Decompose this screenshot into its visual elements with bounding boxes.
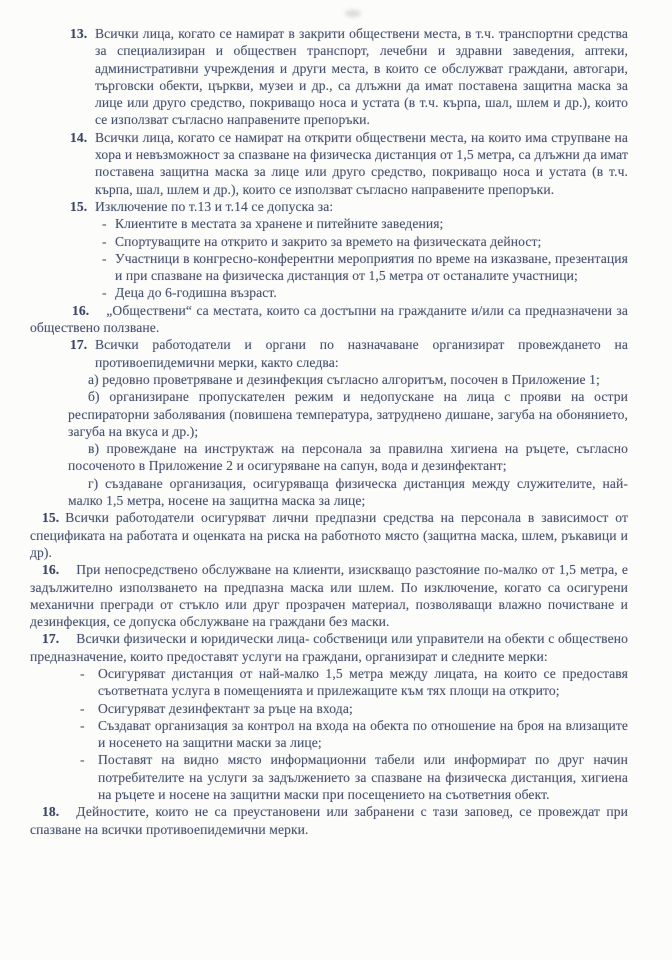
list-item-15b [30,509,628,561]
bullet-dash: - [102,233,107,249]
bullet-text: Осигуряват дистанция от най-малко 1,5 метра между лицата, на които се предоставя съответната услуга в помещенията и прилежащите към тях площи на открито; [98,665,628,699]
item-number: 13. [70,26,88,41]
list-item-17b-bullet [30,665,628,700]
item-number: 14. [70,129,88,145]
scan-artifact [345,10,361,17]
list-item-14 [30,129,628,198]
item-text: Всички физически и юридически лица- собственици или управители на обекти с обществено предназначение, които предоставят услуги на граждани, организират и следните мерки: [30,631,628,664]
item-text: Изключение по т.13 и т.14 се допуска за: [95,198,334,214]
item-text: Всички лица, когато се намират на открити обществени места, на които има струпване на хора и невъзможност за спазване на физическа дистанция от 1,5 метра, са длъжни да имат поставена защитна маска за лице или друго средство, покриващо носа и устата (в т.ч. кърпа, шал, шлем и др.), които се използват съгласно направените препоръки. [95,129,628,197]
list-item-15a-bullet [30,250,628,285]
list-item-15a-bullet [30,233,628,250]
list-item-16b [30,561,628,630]
bullet-dash: - [102,250,107,266]
bullet-dash: - [102,216,107,232]
item-number: 18. [42,804,60,820]
item-text: При непосредствено обслужване на клиенти, изискващо разстояние по-малко от 1,5 метра, е задължително използването на предпазна маска или шлем. По изключение, когато са осигурени механични прегради от стъкло или друг прозрачен материал, позволяващи влажно почистване и дезинфекция, се допуска обслужване на граждани без маски. [30,562,628,630]
bullet-dash: - [102,285,107,301]
list-item-17a [30,336,628,371]
list-item-17b-bullet [30,717,628,752]
item-text: Всички лица, когато се намират в закрити обществени места, в т.ч. транспортни средства за специализиран и обществен транспорт, лечебни и здравни заведения, аптеки, административни учреждения и други места, в които се обслужват граждани, автогари, търговски обекти, църкви, музеи и др., са длъжни да имат поставена защитна маска за лице или друго средство, покриващо носа и устата (в т.ч. кърпа, шал, шлем и др.), които се използват съгласно направените препоръки. [95,26,628,128]
item-number: 16. [42,562,60,578]
item-number: 15. [70,198,88,214]
list-item-13 [30,25,628,129]
bullet-dash: - [80,717,85,733]
bullet-text: Клиентите в местата за хранене и питейните заведения; [115,216,444,232]
list-item-17b [30,630,628,665]
list-item-17a-sub-a: а) редовно проветряване и дезинфекция съгласно алгоритъм, посочен в Приложение 1; [88,371,600,387]
list-item-17a-sub-v: в) провеждане на инструктаж на персонала за правилна хигиена на ръцете, съгласно посоченото в Приложение 2 и осигуряване на сапун, вода и дезинфектант; [68,441,628,474]
bullet-text: Осигуряват дезинфектант за ръце на входа; [98,700,353,716]
list-item-17a-sub-g: г) създаване организация, осигуряваща физическа дистанция между служителите, най-малко 1,5 метра, носене на защитна маска за лице; [68,475,628,509]
list-item-17b-bullet [30,751,628,803]
list-item-15a-bullet [30,215,628,232]
item-text: Дейностите, които не са преустановени или забранени с тази заповед, се провеждат при спазване на всички противоепидемични мерки. [30,804,628,837]
bullet-text: Поставят на видно място информационни табели или информират по друг начин потребителите на услуги за задължението за спазване на физическа дистанция, хигиена на ръцете и носене на защитни маски при посещението на съответния обект. [98,752,628,803]
item-text: Всички работодатели осигуряват лични предпазни средства на персонала в зависимост от спецификата на работата и оценката на риска на работното място (защитна маска, шлем, ръкавици и др). [30,510,628,560]
bullet-text: Създават организация за контрол на входа на обекта по отношение на броя на влизащите и носенето на защитни маски за лице; [98,717,628,751]
list-item-16a [30,302,628,337]
item-text: „Обществени“ са местата, които са достъпни на гражданите и/или са предназначени за обществено ползване. [30,302,628,336]
bullet-dash: - [80,665,85,681]
list-item-15a-bullet [30,284,628,301]
list-item-17b-bullet [30,700,628,717]
item-number: 17. [42,631,60,647]
bullet-text: Спортуващите на открито и закрито за времето на физическата дейност; [115,233,542,249]
list-item-18 [30,803,628,838]
item-number: 16. [72,302,90,318]
item-number: 15. [42,510,60,526]
bullet-dash: - [80,700,85,716]
ordinance-list [30,25,628,838]
list-item-17a-sub-b: б) организиране пропускателен режим и недопускане на лица с прояви на остри респираторни заболявания (повишена температура, затруднено дишане, загуба на обонянието, загуба на вкуса и др.); [68,389,628,439]
bullet-text: Участници в конгресно-конферентни мероприятия по време на изказване, презентация и при спазване на физическа дистанция от 1,5 метра от останалите участници; [115,250,628,284]
item-text: Всички работодатели и органи по назначаване организират провеждането на противоепидемични мерки, както следва: [95,337,628,370]
bullet-text: Деца до 6-годишна възраст. [115,285,277,301]
item-number: 17. [70,337,88,353]
bullet-dash: - [80,752,85,768]
list-item-15a [30,198,628,215]
